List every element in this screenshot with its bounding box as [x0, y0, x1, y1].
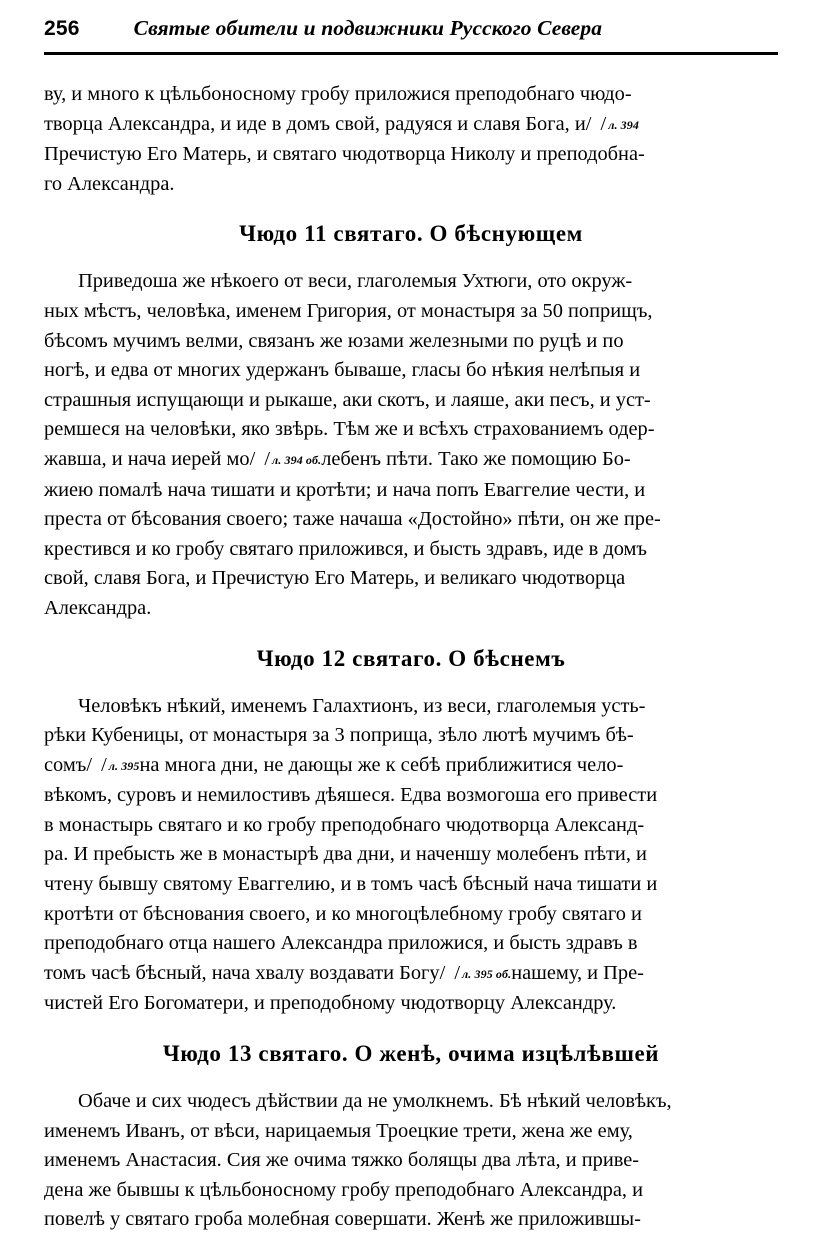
text-line [44, 170, 778, 200]
line-text: рѣки Кубеницы, от монастыря за 3 поприща, зѣло лютѣ мучимъ бѣ- [44, 724, 634, 747]
text-line [44, 445, 778, 476]
text-line [44, 476, 778, 506]
line-text: страшныя испущающи и рыкаше, аки скотъ, и лаяше, аки песъ, и уст- [44, 388, 651, 411]
spacer [44, 1067, 778, 1087]
page-number: 256 [44, 17, 80, 40]
line-text: Приведоша же нѣкоего от веси, глаголемыя Ухтюги, ото окруж- [78, 270, 633, 293]
text-line [44, 1176, 778, 1206]
line-text: именемъ Иванъ, от вѣси, нарицаемыя Троецкие трети, жена же ему, [44, 1119, 633, 1142]
text-line [44, 415, 778, 445]
text-line [44, 840, 778, 870]
text-line [44, 1205, 778, 1235]
text-line [44, 811, 778, 841]
line-text: дена же бывшы к цѣльбоносному гробу преподобнаго Александра, и [44, 1178, 643, 1201]
line-text: чистей Его Богоматери, и преподобному чюдотворцу Александру. [44, 992, 617, 1015]
line-text: ных мѣстъ, человѣка, именем Григория, от монастыря за 50 поприщъ, [44, 299, 653, 322]
line-text: томъ часѣ бѣсный, нача хвалу воздавати Богу [44, 961, 440, 984]
text-line [44, 989, 778, 1019]
text-line [44, 386, 778, 416]
line-text: преподобнаго отца нашего Александра приложися, и бысть здравъ в [44, 932, 638, 955]
text-line [44, 356, 778, 386]
text-line [44, 692, 778, 722]
line-text: именемъ Анастасия. Сия же очима тяжко болящы два лѣта, и приве- [44, 1149, 640, 1172]
text-line [44, 297, 778, 327]
text-line [44, 1087, 778, 1117]
folio-slashes: / / [86, 753, 109, 776]
line-text: сомъ [44, 753, 87, 776]
spacer [44, 247, 778, 267]
paragraph-miracle-13 [44, 1087, 778, 1235]
text-line [44, 781, 778, 811]
line-text: лебенъ пѣти. Тако же помощию Бо- [321, 447, 631, 470]
line-text: творца Александра, и иде в домъ свой, радуяся и славя Бога, и [44, 112, 586, 135]
header-rule [44, 52, 778, 55]
text-line [44, 505, 778, 535]
heading-miracle-13: Чюдо 13 святаго. О женѣ, очима изцѣлѣвшей [162, 1041, 660, 1067]
line-text: повелѣ у святаго гроба молебная совершати. Женѣ же приложившы- [44, 1208, 641, 1231]
spacer [44, 624, 778, 646]
spacer [44, 672, 778, 692]
text-line [44, 327, 778, 357]
line-text: в монастырь святаго и ко гробу преподобнаго чюдотворца Александ- [44, 813, 645, 836]
folio-reference: л. 394 [608, 117, 639, 132]
text-line [44, 1117, 778, 1147]
running-head [44, 16, 778, 50]
paragraph-miracle-12 [44, 692, 778, 1020]
running-title: Святые обители и подвижники Русского Севера [133, 16, 603, 40]
paragraph-continued [44, 80, 778, 199]
line-text: ремшеся на человѣки, яко звѣрь. Тѣм же и всѣхъ страхованиемъ одер- [44, 418, 655, 441]
paragraph-miracle-11 [44, 267, 778, 623]
text-line [44, 929, 778, 959]
line-text: кротѣти от бѣснования своего, и ко многоцѣлебному гробу святаго и [44, 902, 642, 925]
text-line [44, 80, 778, 110]
text-line [44, 959, 778, 990]
folio-reference: л. 394 об. [272, 452, 322, 467]
folio-slashes: / / [249, 447, 273, 470]
line-text: преста от бѣсования своего; таже начаша «Достойно» пѣти, он же пре- [44, 508, 661, 531]
line-text: бѣсомъ мучимъ велми, связанъ же юзами железными по руцѣ и по [44, 329, 624, 352]
text-line [44, 900, 778, 930]
heading-miracle-11: Чюдо 11 святаго. О бѣснующем [239, 221, 583, 247]
line-text: Александра. [44, 596, 152, 619]
line-text: Обаче и сих чюдесъ дѣйствии да не умолкнемъ. Бѣ нѣкий человѣкъ, [78, 1090, 672, 1113]
line-text: вѣкомъ, суровъ и немилостивъ дѣяшеся. Едва возмогоша его привести [44, 784, 658, 807]
line-text: ву, и много к цѣльбоносному гробу приложися преподобнаго чюдо- [44, 83, 632, 105]
line-text: крестився и ко гробу святаго приложився, и бысть здравъ, иде в домъ [44, 537, 647, 560]
folio-slashes: / / [585, 112, 609, 135]
text-line [44, 1146, 778, 1176]
line-text: жиею помалѣ нача тишати и кротѣти; и нача попъ Еваггелие чести, и [44, 478, 646, 501]
folio-slashes: / / [439, 961, 463, 984]
text-column [44, 80, 778, 1235]
text-line [44, 140, 778, 170]
heading-miracle-12: Чюдо 12 святаго. О бѣснемъ [256, 645, 566, 671]
line-text: го Александра. [44, 172, 175, 195]
line-text: Пречистую Его Матерь, и святаго чюдотворца Николу и преподобна- [44, 143, 645, 166]
text-line [44, 267, 778, 297]
text-line [44, 721, 778, 751]
line-text: чтену бывшу святому Еваггелию, и в томъ часѣ бѣсный нача тишати и [44, 873, 658, 896]
line-text: на многа дни, не дающы же к себѣ приближитися чело- [139, 753, 624, 776]
line-text: Человѣкъ нѣкий, именемъ Галахтионъ, из веси, глаголемыя усть- [78, 694, 646, 717]
spacer [44, 1019, 778, 1041]
folio-reference: л. 395 [108, 758, 140, 773]
text-line [44, 535, 778, 565]
line-text: ногѣ, и едва от многих удержанъ бываше, гласы бо нѣкия нелѣпыя и [44, 359, 641, 382]
text-line [44, 110, 778, 141]
text-line [44, 870, 778, 900]
line-text: жавша, и нача иерей мо [44, 447, 250, 470]
text-line [44, 564, 778, 594]
line-text: нашему, и Пре- [511, 961, 644, 984]
spacer [44, 199, 778, 221]
line-text: ра. И пребысть же в монастырѣ два дни, и наченшу молебенъ пѣти, и [44, 843, 647, 866]
text-line [44, 751, 778, 782]
text-line [44, 594, 778, 624]
line-text: свой, славя Бога, и Пречистую Его Матерь, и великаго чюдотворца [44, 567, 626, 590]
folio-reference: л. 395 об. [462, 966, 512, 981]
